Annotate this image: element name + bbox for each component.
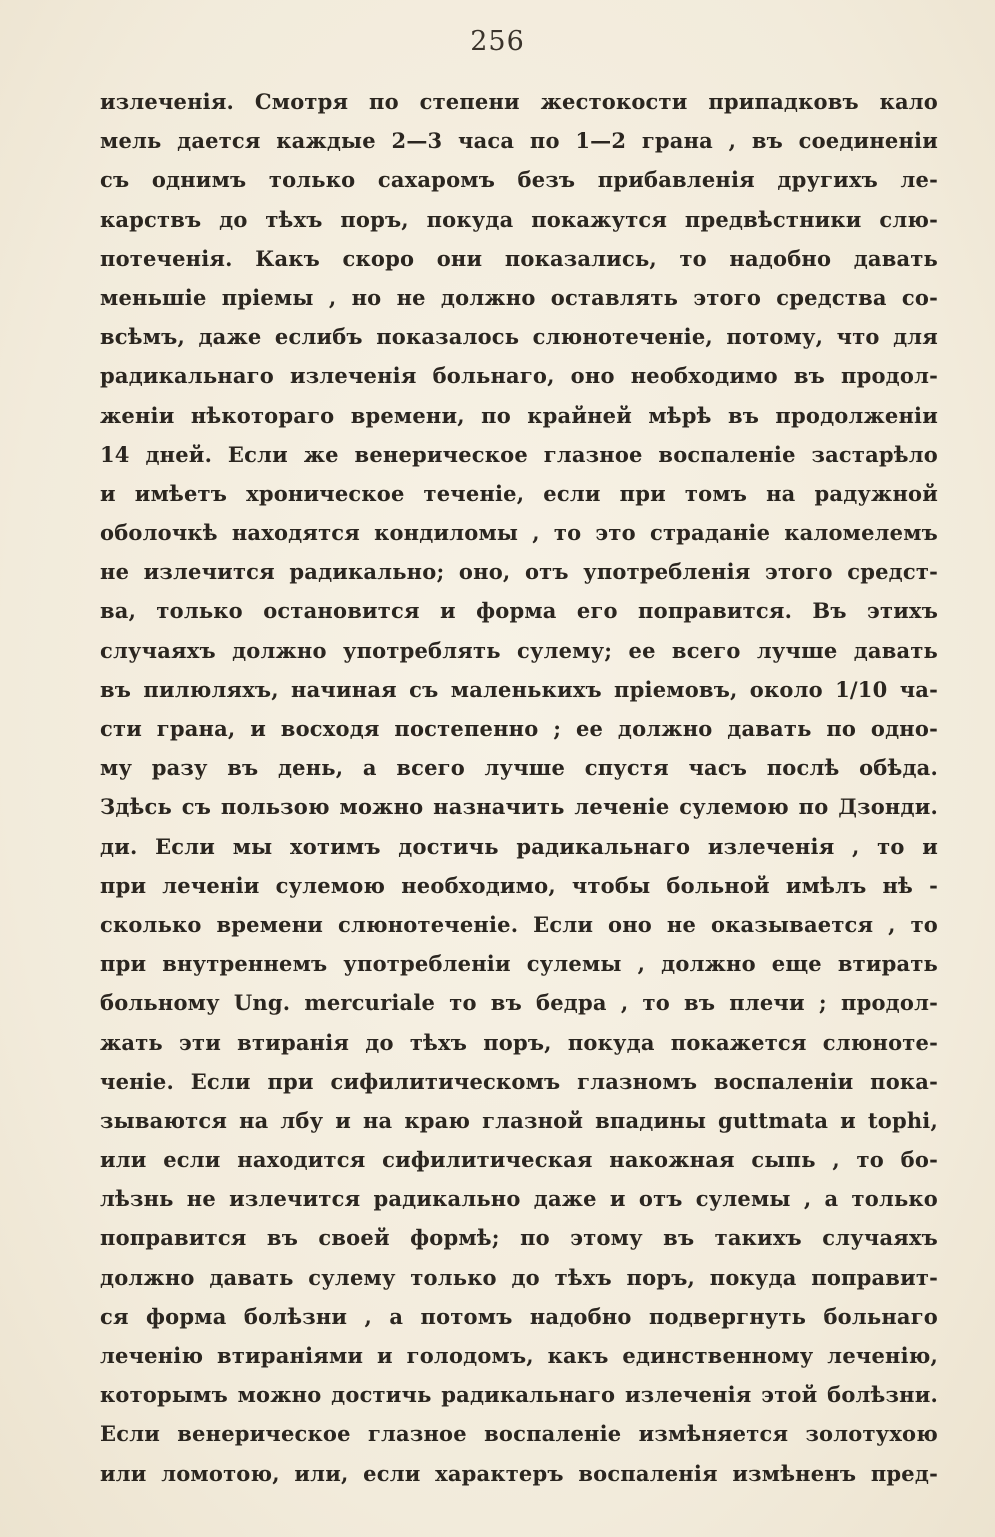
text-line: оболочкѣ находятся кондиломы , то это страданіе каломелемъ xyxy=(100,520,938,546)
text-line: ся форма болѣзни , а потомъ надобно подвергнуть больнаго xyxy=(100,1303,938,1329)
text-line: зываются на лбу и на краю глазной впадины guttmata и tophi, xyxy=(100,1107,938,1133)
text-line: и имѣетъ хроническое теченіе, если при томъ на радужной xyxy=(100,480,938,506)
text-line: или если находится сифилитическая накожная сыпь , то бо- xyxy=(100,1147,938,1173)
text-line: поправится въ своей формѣ; по этому въ такихъ случаяхъ xyxy=(100,1225,938,1251)
text-line: мель дается каждые 2—3 часа по 1—2 грана , въ соединеніи xyxy=(100,128,938,154)
text-line: ченіе. Если при сифилитическомъ глазномъ воспаленіи пока- xyxy=(100,1068,938,1094)
text-line: съ однимъ только сахаромъ безъ прибавленія другихъ ле- xyxy=(100,167,938,193)
text-line: больному Ung. mercuriale то въ бедра , то въ плечи ; продол- xyxy=(100,990,938,1016)
text-line: му разу въ день, а всего лучше спустя часъ послѣ обѣда. xyxy=(100,755,938,781)
text-line: всѣмъ, даже еслибъ показалось слюнотеченіе, потому, что для xyxy=(100,324,938,350)
text-line: карствъ до тѣхъ поръ, покуда покажутся предвѣстники слю- xyxy=(100,206,938,232)
text-line: меньшіе пріемы , но не должно оставлять этого средства со- xyxy=(100,284,938,310)
text-line: потеченія. Какъ скоро они показались, то надобно давать xyxy=(100,245,938,271)
text-line: или ломотою, или, если характеръ воспаленія измѣненъ пред- xyxy=(100,1460,938,1486)
text-line: ди. Если мы хотимъ достичь радикальнаго излеченія , то и xyxy=(100,833,938,859)
text-line: сти грана, и восходя постепенно ; ее должно давать по одно- xyxy=(100,716,938,741)
text-line: въ пилюляхъ, начиная съ маленькихъ пріемовъ, около 1/10 ча- xyxy=(100,676,938,702)
text-line: должно давать сулему только до тѣхъ поръ, покуда поправит- xyxy=(100,1264,938,1290)
text-line: Если венерическое глазное воспаленіе измѣняется золотухою xyxy=(100,1421,938,1447)
text-line: при внутреннемъ употребленіи сулемы , должно еще втирать xyxy=(100,951,938,977)
text-line: не излечится радикально; оно, отъ употребленія этого средст- xyxy=(100,559,938,585)
body-text xyxy=(100,82,938,1493)
text-line: ва, только остановится и форма его поправится. Въ этихъ xyxy=(100,598,938,624)
text-line: Здѣсь съ пользою можно назначить леченіе сулемою по Дзонди. xyxy=(100,794,938,820)
text-line: 14 дней. Если же венерическое глазное воспаленіе застарѣло xyxy=(100,441,938,467)
text-line: при леченіи сулемою необходимо, чтобы больной имѣлъ нѣ - xyxy=(100,872,938,898)
text-line: женіи нѣкотораго времени, по крайней мѣрѣ въ продолженіи xyxy=(100,402,938,428)
text-line: жать эти втиранія до тѣхъ поръ, покуда покажется слюноте- xyxy=(100,1029,938,1055)
text-line: леченію втираніями и голодомъ, какъ единственному леченію, xyxy=(100,1343,938,1368)
text-line: лѣзнь не излечится радикально даже и отъ сулемы , а только xyxy=(100,1186,938,1212)
text-line: которымъ можно достичь радикальнаго излеченія этой болѣзни. xyxy=(100,1382,938,1408)
text-line: излеченія. Смотря по степени жестокости припадковъ кало xyxy=(100,89,938,114)
text-line: случаяхъ должно употреблять сулему; ее всего лучше давать xyxy=(100,637,938,663)
text-line: сколько времени слюнотеченіе. Если оно не оказывается , то xyxy=(100,911,938,937)
text-line: радикальнаго излеченія больнаго, оно необходимо въ продол- xyxy=(100,363,938,389)
page-number: 256 xyxy=(470,26,525,57)
